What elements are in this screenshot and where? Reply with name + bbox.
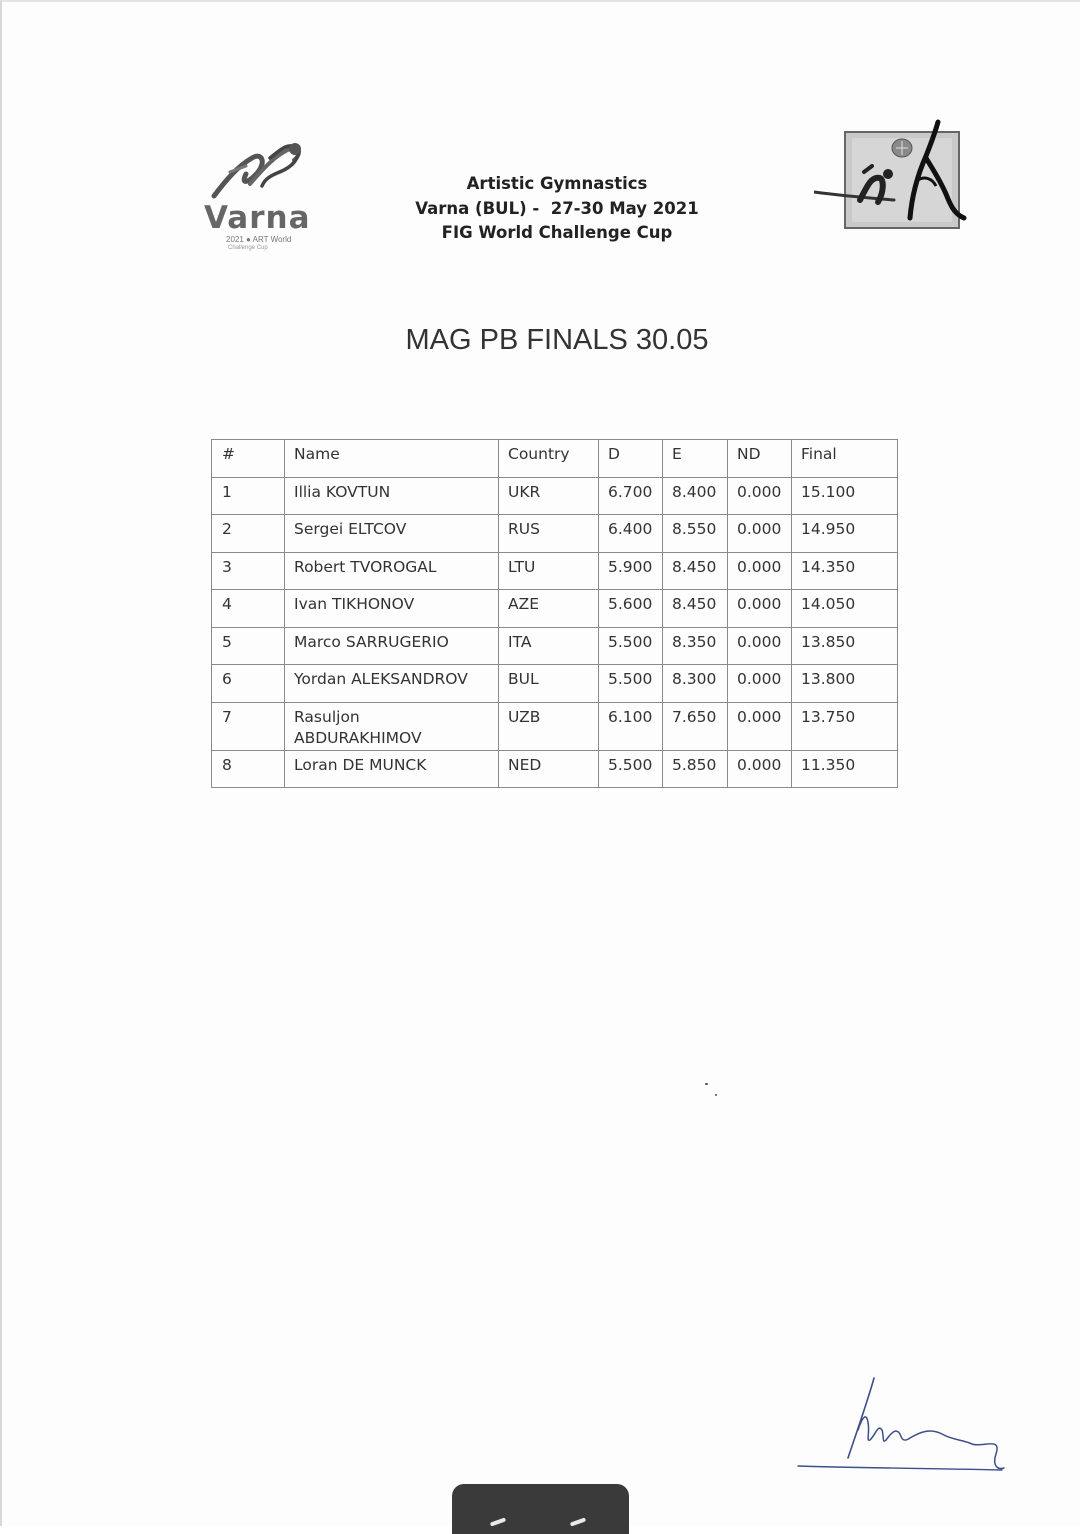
cell-d-score: 5.500 [599, 665, 663, 703]
cell-rank: 5 [212, 627, 285, 665]
page-indicator-left [490, 1517, 506, 1526]
cell-name: Robert TVOROGAL [285, 552, 499, 590]
varna-wordmark: Varna [204, 200, 311, 236]
cell-d-score: 5.900 [599, 552, 663, 590]
scan-speck [715, 1094, 717, 1096]
cell-final: 13.750 [792, 702, 898, 750]
header-final: Final [792, 440, 898, 478]
page-navigation-tab[interactable] [452, 1484, 629, 1534]
fig-gymnasts-logo-icon [814, 114, 969, 234]
table-row [212, 552, 898, 590]
cell-rank: 8 [212, 750, 285, 788]
cell-final: 11.350 [792, 750, 898, 788]
header-nd: ND [728, 440, 792, 478]
cell-rank: 6 [212, 665, 285, 703]
table-row [212, 627, 898, 665]
cell-d-score: 6.700 [599, 477, 663, 515]
cell-d-score: 6.100 [599, 702, 663, 750]
cell-country: NED [499, 750, 599, 788]
varna-subtitle: 2021 ● ART World [226, 235, 292, 244]
cell-nd: 0.000 [728, 515, 792, 553]
cell-d-score: 5.500 [599, 750, 663, 788]
cell-country: ITA [499, 627, 599, 665]
varna-subtitle-2: Challenge Cup [228, 245, 268, 251]
page-title: MAG PB FINALS 30.05 [405, 324, 709, 356]
cell-final: 14.950 [792, 515, 898, 553]
cell-country: UKR [499, 477, 599, 515]
table-row [212, 750, 898, 788]
cell-e-score: 7.650 [663, 702, 728, 750]
cell-country: UZB [499, 702, 599, 750]
cell-rank: 1 [212, 477, 285, 515]
cell-rank: 4 [212, 590, 285, 628]
varna-logo [200, 114, 320, 254]
cell-d-score: 5.600 [599, 590, 663, 628]
cell-name: Rasuljon ABDURAKHIMOV [285, 702, 499, 750]
table-row [212, 702, 898, 750]
header-d-score: D [599, 440, 663, 478]
cell-rank: 3 [212, 552, 285, 590]
fig-logo [814, 114, 969, 234]
cell-e-score: 8.350 [663, 627, 728, 665]
header-location-dates: Varna (BUL) - 27-30 May 2021 [415, 198, 699, 218]
header-name: Name [285, 440, 499, 478]
cell-d-score: 6.400 [599, 515, 663, 553]
cell-nd: 0.000 [728, 665, 792, 703]
cell-e-score: 8.450 [663, 552, 728, 590]
cell-e-score: 8.550 [663, 515, 728, 553]
cell-e-score: 8.400 [663, 477, 728, 515]
cell-country: RUS [499, 515, 599, 553]
event-header [382, 172, 732, 246]
cell-name: Yordan ALEKSANDROV [285, 665, 499, 703]
header-e-score: E [663, 440, 728, 478]
cell-final: 13.800 [792, 665, 898, 703]
cell-nd: 0.000 [728, 552, 792, 590]
cell-nd: 0.000 [728, 590, 792, 628]
cell-e-score: 8.300 [663, 665, 728, 703]
varna-gymnast-logo-icon [200, 114, 320, 214]
cell-nd: 0.000 [728, 627, 792, 665]
cell-e-score: 8.450 [663, 590, 728, 628]
cell-nd: 0.000 [728, 702, 792, 750]
table-row [212, 665, 898, 703]
header-country: Country [499, 440, 599, 478]
table-row [212, 590, 898, 628]
cell-name: Ivan TIKHONOV [285, 590, 499, 628]
cell-final: 14.050 [792, 590, 898, 628]
scan-speck [705, 1083, 708, 1085]
cell-name: Loran DE MUNCK [285, 750, 499, 788]
cell-final: 13.850 [792, 627, 898, 665]
cell-rank: 7 [212, 702, 285, 750]
table-row [212, 515, 898, 553]
cell-name: Marco SARRUGERIO [285, 627, 499, 665]
cell-country: AZE [499, 590, 599, 628]
header-discipline: Artistic Gymnastics [466, 174, 648, 193]
table-header-row [212, 440, 898, 478]
cell-name: Illia KOVTUN [285, 477, 499, 515]
cell-country: LTU [499, 552, 599, 590]
header-rank: # [212, 440, 285, 478]
results-table [211, 439, 898, 788]
cell-country: BUL [499, 665, 599, 703]
handwritten-signature-icon [792, 1370, 1017, 1485]
cell-rank: 2 [212, 515, 285, 553]
cell-nd: 0.000 [728, 750, 792, 788]
table-row [212, 477, 898, 515]
cell-e-score: 5.850 [663, 750, 728, 788]
header-competition: FIG World Challenge Cup [441, 223, 673, 242]
cell-final: 14.350 [792, 552, 898, 590]
cell-name: Sergei ELTCOV [285, 515, 499, 553]
page-indicator-right [570, 1517, 586, 1526]
cell-d-score: 5.500 [599, 627, 663, 665]
cell-nd: 0.000 [728, 477, 792, 515]
cell-final: 15.100 [792, 477, 898, 515]
